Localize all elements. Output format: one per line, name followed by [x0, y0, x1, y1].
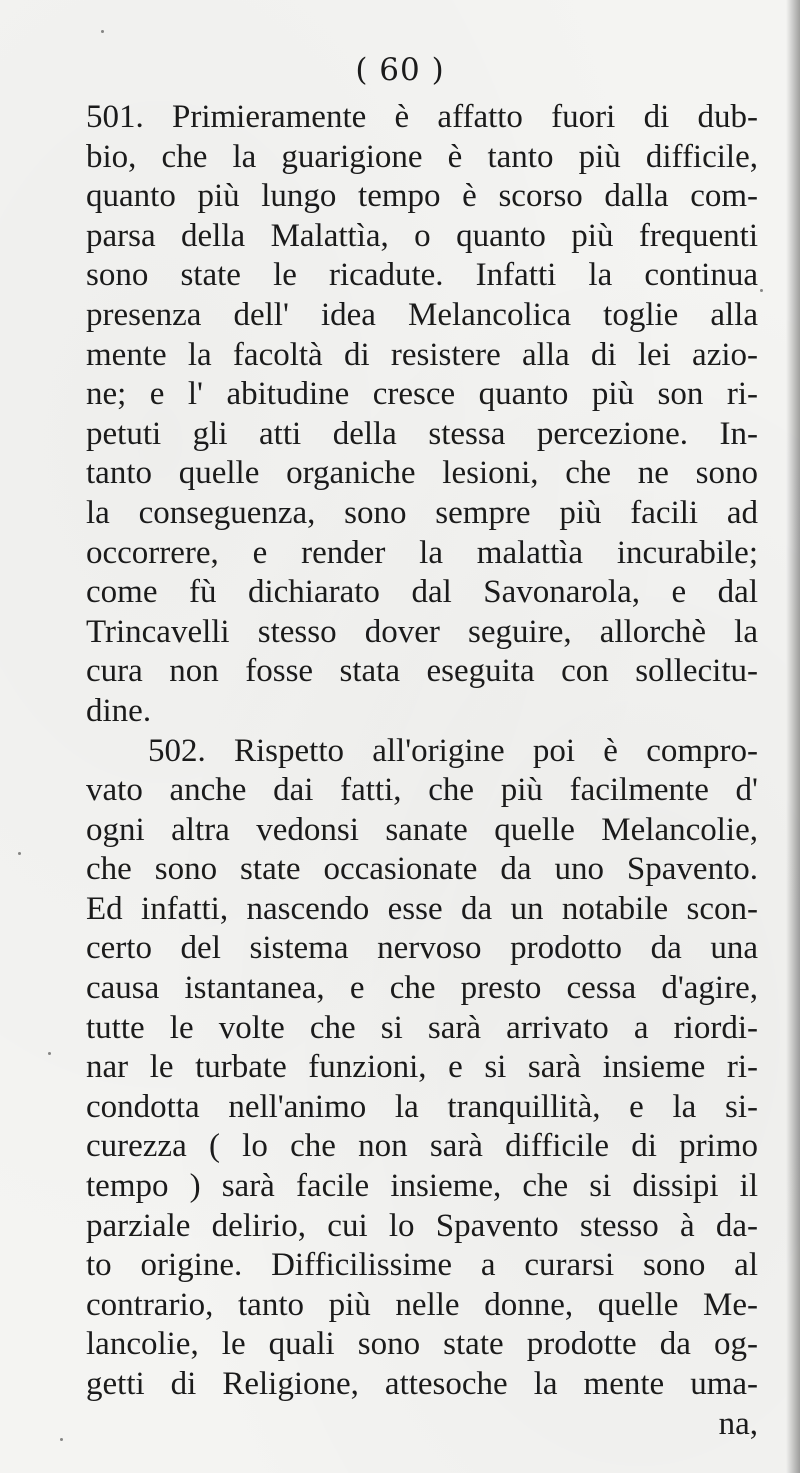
text-line: bio, che la guarigione è tanto più difficile, [86, 138, 758, 175]
text-line: quanto più lungo tempo è scorso dalla com- [86, 178, 758, 215]
text-line: lancolie, le quali sono state prodotte da og- [86, 1326, 758, 1363]
text-line: tempo ) sarà facile insieme, che si dissipi il [86, 1168, 758, 1205]
text-line: parsa della Malattìa, o quanto più frequenti [86, 217, 758, 254]
text-line: 501. Primieramente è affatto fuori di dub- [86, 99, 758, 135]
ink-speck [101, 30, 104, 33]
text-line: certo del sistema nervoso prodotto da una [86, 930, 758, 967]
text-line: ne; e l' abitudine cresce quanto più son ri- [86, 376, 758, 413]
text-line: causa istantanea, e che presto cessa d'agire, [86, 970, 758, 1007]
text-line: condotta nell'animo la tranquillità, e la si- [86, 1088, 758, 1125]
text-line: contrario, tanto più nelle donne, quelle Me- [86, 1286, 758, 1323]
text-line: tanto quelle organiche lesioni, che ne sono [86, 455, 758, 492]
ink-speck [760, 289, 763, 292]
ink-speck [18, 852, 21, 855]
text-line: petuti gli atti della stessa percezione. In- [86, 415, 758, 452]
text-line: vato anche dai fatti, che più facilmente d' [86, 772, 758, 809]
page-number: ( 60 ) [355, 52, 445, 88]
text-line: Trincavelli stesso dover seguire, allorchè la [86, 613, 758, 650]
text-line: 502. Rispetto all'origine poi è compro- [148, 732, 758, 769]
ink-speck [60, 1438, 63, 1441]
text-line: getti di Religione, attesoche la mente uma- [86, 1366, 758, 1402]
text-line: Ed infatti, nascendo esse da un notabile scon- [86, 890, 758, 927]
text-line: la conseguenza, sono sempre più facili ad [86, 494, 758, 531]
text-line: che sono state occasionate da uno Spavento. [86, 851, 758, 888]
text-line: parziale delirio, cui lo Spavento stesso à da- [86, 1207, 758, 1244]
body-text [86, 98, 758, 1444]
text-line: sono state le ricadute. Infatti la continua [86, 257, 758, 294]
text-line: tutte le volte che si sarà arrivato a riordi- [86, 1009, 758, 1046]
text-line: ogni altra vedonsi sanate quelle Melancolie, [86, 811, 758, 848]
text-line: mente la facoltà di resistere alla di lei azio- [86, 336, 758, 373]
text-line: dine. [86, 692, 152, 729]
text-line: occorrere, e render la malattìa incurabile; [86, 534, 758, 571]
text-line: nar le turbate funzioni, e si sarà insieme ri- [86, 1049, 758, 1086]
page-edge-shadow [786, 0, 800, 1473]
text-line: presenza dell' idea Melancolica toglie alla [86, 296, 758, 333]
text-line: curezza ( lo che non sarà difficile di primo [86, 1128, 758, 1165]
text-line: cura non fosse stata eseguita con sollecitu- [86, 653, 758, 690]
text-line: to origine. Difficilissime a curarsi sono al [86, 1247, 758, 1284]
catchword: na, [718, 1405, 758, 1442]
ink-speck [48, 1052, 51, 1055]
text-line: come fù dichiarato dal Savonarola, e dal [86, 574, 758, 611]
